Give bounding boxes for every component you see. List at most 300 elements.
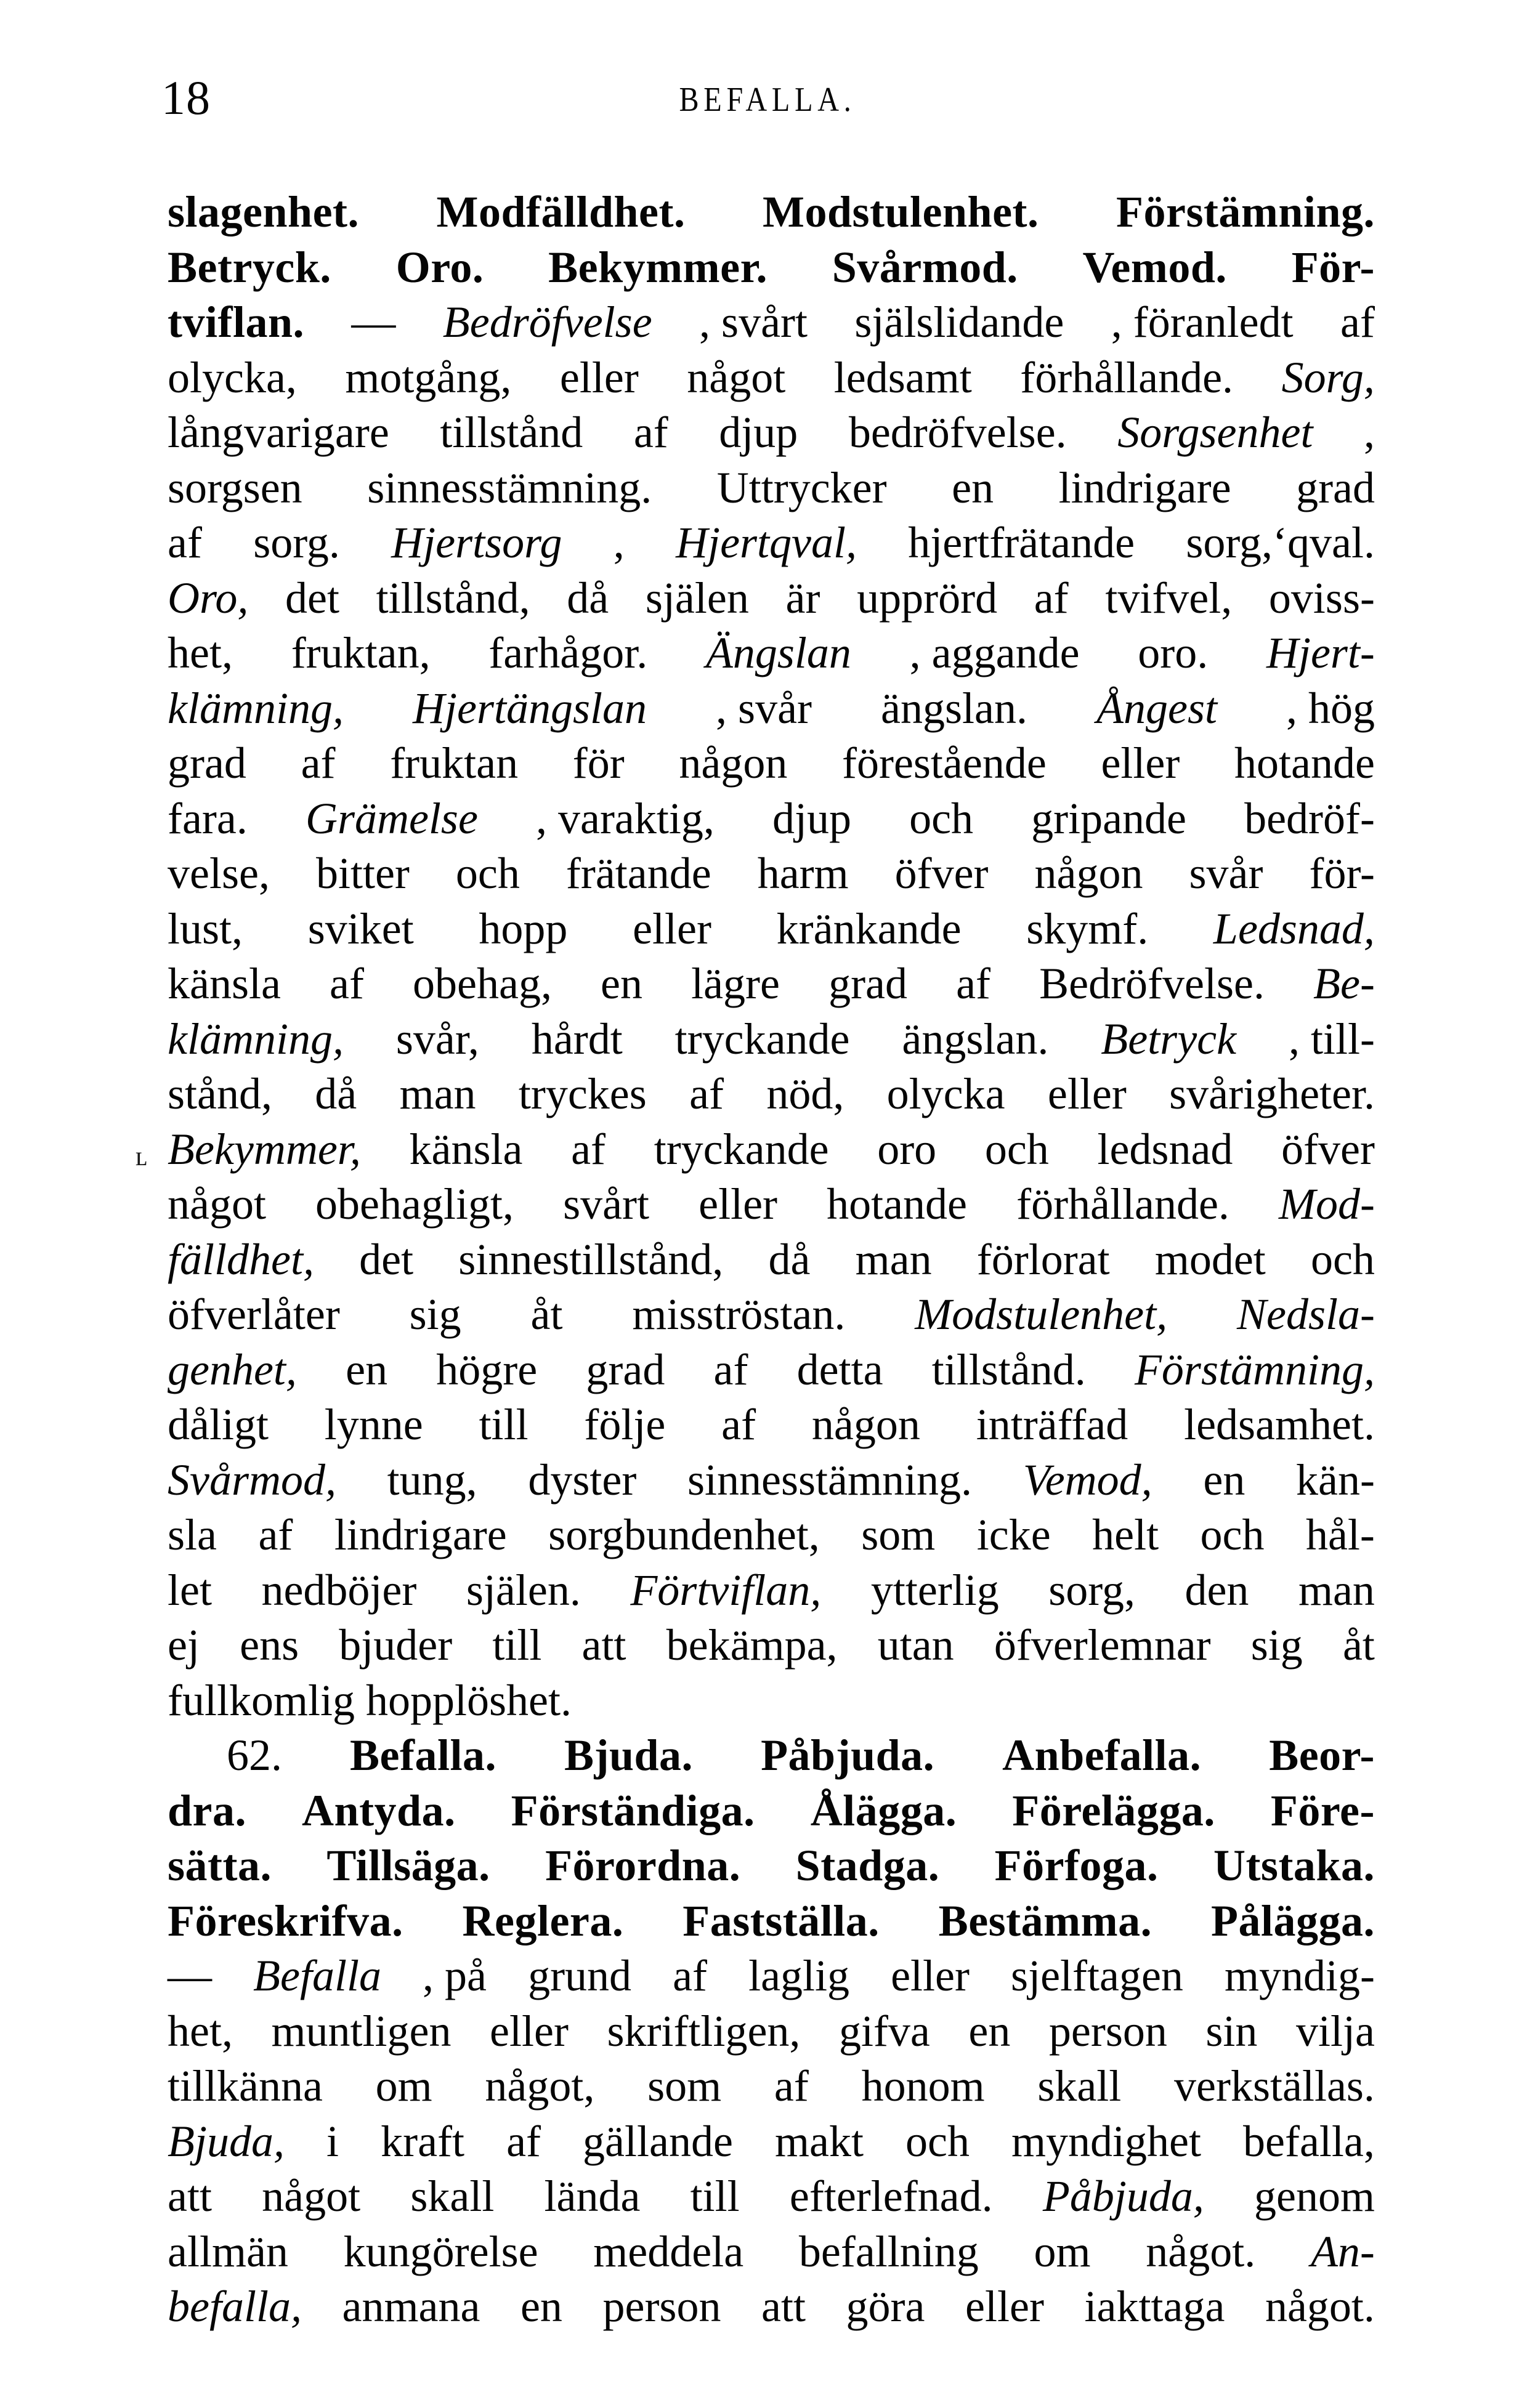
word: stånd, (168, 1069, 272, 1118)
word: då (315, 1069, 357, 1118)
word: af (721, 1400, 756, 1449)
word: obehag, (413, 959, 552, 1008)
word: sinnesstämning. (367, 463, 652, 512)
text-line (168, 515, 1375, 571)
word: befallning (798, 2226, 979, 2276)
word: för (572, 738, 625, 788)
word: man (855, 1234, 932, 1284)
word: svår, (395, 1014, 479, 1064)
text-line (168, 902, 1375, 957)
word: lindrigare (334, 1510, 507, 1559)
word: let (168, 1565, 212, 1615)
word: bedröf- (1244, 793, 1375, 843)
word: tillstånd. (931, 1344, 1086, 1394)
headword: Modfälldhet. (436, 187, 686, 236)
word: sjelftagen (1011, 1951, 1183, 2000)
word: något (687, 352, 786, 402)
word: lägre (691, 959, 780, 1008)
word: djup (772, 793, 851, 843)
word: af (168, 518, 202, 567)
word: hårdt (531, 1014, 623, 1064)
word: sig (409, 1290, 461, 1339)
word: af (689, 1069, 724, 1118)
word: ledsamt (833, 352, 972, 402)
word: gifva (838, 2006, 930, 2056)
word: fruktan, (291, 628, 431, 677)
emphasised-word: Förstämning, (1134, 1344, 1375, 1394)
word: svårigheter. (1169, 1069, 1375, 1118)
word: oviss- (1268, 573, 1375, 623)
headword: Antyda. (302, 1785, 456, 1835)
word: , aggande (909, 628, 1080, 677)
word: eller (633, 903, 711, 953)
text-line (168, 405, 1375, 461)
text-line (168, 1397, 1375, 1453)
headword: Förständiga. (511, 1785, 755, 1835)
word: öfverlåter (168, 1290, 340, 1339)
text-line (168, 2059, 1375, 2114)
emphasised-word: Grämelse (305, 793, 478, 843)
word: oro (877, 1124, 937, 1174)
word: tryckes (518, 1069, 647, 1118)
word: het, (168, 628, 233, 677)
word: skriftligen, (607, 2006, 801, 2056)
word: , svår (716, 683, 812, 733)
emphasised-word: Befalla (253, 1951, 381, 2000)
word: fruktan (390, 738, 519, 788)
emphasised-word: klämning, (168, 683, 344, 733)
word: eller (559, 352, 639, 402)
text-line (168, 1067, 1375, 1122)
word: fara. (168, 793, 248, 843)
word: till (492, 1620, 542, 1670)
word: helt (1092, 1510, 1159, 1559)
word: då (768, 1234, 811, 1284)
headword: Svårmod. (832, 242, 1018, 292)
word: gällande (583, 2116, 733, 2166)
word: lust, (168, 903, 243, 953)
headword: Vemod. (1082, 242, 1227, 292)
headword: Före- (1270, 1785, 1375, 1835)
word: grund (528, 1951, 632, 2000)
word: nöd, (766, 1069, 844, 1118)
emphasised-word: genhet, (168, 1344, 297, 1394)
headword: Befalla. (350, 1731, 496, 1780)
word: grad (168, 738, 246, 788)
headword: sätta. (168, 1841, 272, 1890)
word: förhållande. (1020, 352, 1234, 402)
word: af (633, 408, 668, 457)
emphasised-word: Förtviflan, (630, 1565, 822, 1615)
word: kränkande (776, 903, 962, 953)
text-line (168, 295, 1375, 350)
word: sinnestillstånd, (458, 1234, 724, 1284)
word: ej (168, 1620, 200, 1670)
word: om (375, 2061, 432, 2111)
emphasised-word: fälldhet, (168, 1234, 314, 1284)
word: Bedröfvelse. (1039, 959, 1265, 1008)
word: laglig (748, 1951, 850, 2000)
word: muntligen (271, 2006, 452, 2056)
word: något, (485, 2061, 595, 2111)
word: det (359, 1234, 414, 1284)
text-line (136, 1122, 1375, 1178)
headword: Beor- (1269, 1731, 1375, 1780)
emphasised-word: Sorgsenhet (1117, 408, 1313, 457)
word: utan (877, 1620, 954, 1670)
text-line (168, 2114, 1375, 2170)
text-line (168, 1563, 1375, 1618)
word: olycka (886, 1069, 1005, 1118)
text-line (168, 846, 1375, 902)
headword: tviflan. (168, 297, 305, 347)
word: vilja (1295, 2006, 1375, 2056)
word: ängslan. (902, 1014, 1049, 1064)
word: en (601, 959, 642, 1008)
word: skymf. (1026, 903, 1149, 953)
emphasised-word: Hjertängslan (413, 683, 647, 733)
word: inträffad (976, 1400, 1128, 1449)
word: af (571, 1124, 606, 1174)
headword: Förfoga. (994, 1841, 1159, 1890)
word: om (1034, 2226, 1091, 2276)
text-line (168, 736, 1375, 791)
word: ledsamhet. (1184, 1400, 1375, 1449)
word: sviket (307, 903, 414, 953)
word: allmän (168, 2226, 288, 2276)
headword: Påbjuda. (761, 1731, 935, 1780)
word: misströstan. (632, 1290, 846, 1339)
word: af (713, 1344, 748, 1394)
word: ängslan. (881, 683, 1027, 733)
word: hjertfrätande (908, 518, 1135, 567)
word: tillkänna (168, 2061, 323, 2111)
text-line (168, 2279, 1375, 2335)
headword: Förordna. (545, 1841, 741, 1890)
word: af (506, 2116, 541, 2166)
word: anmana (342, 2282, 480, 2331)
word: en (1203, 1455, 1245, 1505)
headword: dra. (168, 1785, 246, 1835)
word: genom (1254, 2172, 1375, 2221)
text-line (168, 1894, 1375, 1949)
word: tryckande (674, 1014, 850, 1064)
word: upprörd (857, 573, 998, 623)
text-line (168, 1343, 1375, 1398)
word: sin (1205, 2006, 1258, 2056)
text-line (168, 185, 1375, 240)
word: ledsnad (1097, 1124, 1233, 1174)
emphasised-word: Ångest (1096, 683, 1217, 733)
word: eller (699, 1179, 778, 1229)
emphasised-word: An- (1310, 2226, 1375, 2276)
word: modet (1154, 1234, 1266, 1284)
text-line (168, 350, 1375, 406)
word: grad (586, 1344, 665, 1394)
word: det (285, 573, 339, 623)
word: en (346, 1344, 388, 1394)
word: olycka, (168, 352, 297, 402)
word: att (168, 2172, 212, 2221)
word: harm (757, 849, 849, 898)
word: eller (965, 2282, 1044, 2331)
word: frätande (565, 849, 711, 898)
headword: Förelägga. (1012, 1785, 1215, 1835)
text-line (168, 1728, 1375, 1784)
word: något. (1146, 2226, 1256, 2276)
headword: Reglera. (462, 1896, 624, 1945)
text-line (168, 240, 1375, 296)
word: , (613, 518, 625, 567)
word: och (984, 1124, 1049, 1174)
word: öfver (894, 849, 989, 898)
text-line (168, 1453, 1375, 1508)
body-text (136, 185, 1375, 2335)
emphasised-word: befalla, (168, 2282, 302, 2331)
word: och (909, 793, 974, 843)
word: oro. (1138, 628, 1209, 677)
word: som (861, 1510, 936, 1559)
text-line (168, 1287, 1375, 1343)
word: , hög (1286, 683, 1375, 733)
word: känsla (409, 1124, 523, 1174)
word: iakttaga (1084, 2282, 1225, 2331)
emphasised-word: Hjertqval, (676, 518, 857, 567)
emphasised-word: Påbjuda, (1042, 2172, 1204, 2221)
word: Uttrycker (716, 463, 887, 512)
word: eller (1047, 1069, 1127, 1118)
text-line (168, 1232, 1375, 1288)
headword: För- (1291, 242, 1375, 292)
word: själen. (466, 1565, 581, 1615)
word: för- (1309, 849, 1375, 898)
word: befalla, (1243, 2116, 1375, 2166)
word: bitter (315, 849, 410, 898)
word: någon (1034, 849, 1143, 898)
word: motgång, (345, 352, 512, 402)
word: velse, (168, 849, 270, 898)
word: förlorat (976, 1234, 1110, 1284)
word: af (1340, 297, 1375, 347)
word: efterlefnad. (789, 2172, 993, 2221)
word: ens (240, 1620, 299, 1670)
emphasised-word: Be- (1313, 959, 1375, 1008)
word: tryckande (654, 1124, 829, 1174)
headword: Bjuda. (564, 1731, 694, 1780)
emphasised-word: Bjuda, (168, 2116, 285, 2166)
word: svårt (563, 1179, 650, 1229)
text-line (168, 1177, 1375, 1232)
word: något (262, 2172, 361, 2221)
word: af (774, 2061, 809, 2111)
word: sorg,‘qval. (1186, 518, 1375, 567)
emphasised-word: Betryck (1101, 1014, 1237, 1064)
word: gripande (1031, 793, 1187, 843)
word: kungörelse (343, 2226, 538, 2276)
word: bjuder (339, 1620, 453, 1670)
word: sla (168, 1510, 217, 1559)
word: något (168, 1179, 266, 1229)
word: själslidande (854, 297, 1064, 347)
text-line (168, 626, 1375, 681)
word: i (326, 2116, 339, 2166)
word: — (168, 1951, 212, 2000)
word: , föranledt (1111, 297, 1294, 347)
word: då (567, 573, 609, 623)
emphasised-word: Bekymmer, (168, 1124, 361, 1174)
word: dåligt (168, 1400, 269, 1449)
word: kän- (1296, 1455, 1375, 1505)
text-line (168, 1949, 1375, 2004)
word: och (1310, 1234, 1375, 1284)
word: hopp (479, 903, 568, 953)
word: , (1364, 408, 1375, 457)
text-line (168, 956, 1375, 1012)
word: myndighet (1011, 2116, 1201, 2166)
word: som (647, 2061, 722, 2111)
word: öfverlemnar (994, 1620, 1211, 1670)
text-line (168, 791, 1375, 847)
word: följe (584, 1400, 666, 1449)
word: farhågor. (488, 628, 648, 677)
word: meddela (593, 2226, 744, 2276)
word: tillstånd, (376, 573, 530, 623)
word: grad (1296, 463, 1375, 512)
word: åt (530, 1290, 563, 1339)
headword: Föreskrifva. (168, 1896, 403, 1945)
text-line (168, 1784, 1375, 1839)
word: göra (846, 2282, 925, 2331)
margin-mark: ʟ (136, 1141, 147, 1171)
word: till (479, 1400, 529, 1449)
word: förhållande. (1016, 1179, 1229, 1229)
word: af (301, 738, 336, 788)
word: sorg. (253, 518, 340, 567)
word: öfver (1281, 1124, 1375, 1174)
word: obehagligt, (315, 1179, 514, 1229)
emphasised-word: klämning, (168, 1014, 344, 1064)
word: het, (168, 2006, 233, 2056)
word: bekämpa, (666, 1620, 838, 1670)
headword: Förstämning. (1116, 187, 1375, 236)
word: och (905, 2116, 970, 2166)
word: lända (544, 2172, 641, 2221)
emphasised-word: Modstulenhet, (915, 1290, 1168, 1339)
headword: slagenhet. (168, 187, 359, 236)
word: sorgbundenhet, (548, 1510, 820, 1559)
word: dyster (528, 1455, 637, 1505)
emphasised-word: Hjert- (1266, 628, 1375, 677)
text-line (168, 2169, 1375, 2224)
emphasised-word: Sorg, (1281, 352, 1375, 402)
word: af (956, 959, 991, 1008)
word: eller (1101, 738, 1180, 788)
word: , till- (1288, 1014, 1375, 1064)
word: att (761, 2282, 806, 2331)
word: skall (1037, 2061, 1122, 2111)
text-line (168, 1508, 1375, 1563)
word: bedröfvelse. (848, 408, 1067, 457)
headword: Stadga. (795, 1841, 940, 1890)
word: hotande (1234, 738, 1375, 788)
word: hotande (827, 1179, 968, 1229)
word: nedböjer (261, 1565, 417, 1615)
headword: Bekymmer. (548, 242, 768, 292)
running-head (0, 71, 1535, 142)
text-line (168, 2224, 1375, 2280)
word: åt (1342, 1620, 1375, 1670)
headword: Ålägga. (810, 1785, 957, 1835)
headword: Modstulenhet. (762, 187, 1039, 236)
word: person (602, 2282, 721, 2331)
word: högre (436, 1344, 538, 1394)
text-line (168, 571, 1375, 626)
word: den (1185, 1565, 1249, 1615)
word: sig (1250, 1620, 1303, 1670)
word: , svårt (699, 297, 808, 347)
word: eller (891, 1951, 970, 2000)
word: tillstånd (440, 408, 583, 457)
emphasised-word: Hjertsorg (391, 518, 562, 567)
word: hål- (1305, 1510, 1375, 1559)
word: detta (796, 1344, 883, 1394)
word: man (399, 1069, 476, 1118)
word: att (581, 1620, 626, 1670)
word: en (520, 2282, 562, 2331)
running-head-title: BEFALLA. (679, 81, 856, 119)
emphasised-word: Nedsla- (1236, 1290, 1375, 1339)
text-line (168, 681, 1375, 737)
word: svår (1189, 849, 1263, 898)
word: någon (679, 738, 788, 788)
headword: Oro. (395, 242, 484, 292)
word: tvifvel, (1105, 573, 1233, 623)
word: tung, (387, 1455, 477, 1505)
word: en (952, 463, 994, 512)
emphasised-word: Vemod, (1023, 1455, 1152, 1505)
word: sorg, (1048, 1565, 1135, 1615)
word: och (1200, 1510, 1265, 1559)
emphasised-word: Ängslan (705, 628, 851, 677)
word: person (1048, 2006, 1167, 2056)
headword: Pålägga. (1211, 1896, 1375, 1945)
word: af (1034, 573, 1069, 623)
word: långvarigare (168, 408, 389, 457)
word: sinnesstämning. (687, 1455, 973, 1505)
page-number: 18 (161, 71, 211, 124)
word: eller (490, 2006, 569, 2056)
headword: Anbefalla. (1002, 1731, 1202, 1780)
text-line (168, 1618, 1375, 1673)
word: en (968, 2006, 1011, 2056)
text-line (168, 2004, 1375, 2059)
word: och (455, 849, 520, 898)
word: något. (1265, 2282, 1375, 2331)
word: grad (828, 959, 907, 1008)
text-line (168, 461, 1375, 516)
headword: Bestämma. (938, 1896, 1152, 1945)
word: förestående (842, 738, 1047, 788)
word: djup (719, 408, 798, 457)
headword: Betryck. (168, 242, 331, 292)
word: kraft (381, 2116, 465, 2166)
word: själen (645, 573, 749, 623)
word: 62. (227, 1731, 282, 1780)
word: af (673, 1951, 708, 2000)
word: , varaktig, (535, 793, 715, 843)
word: ytterlig (870, 1565, 999, 1615)
word: någon (811, 1400, 920, 1449)
